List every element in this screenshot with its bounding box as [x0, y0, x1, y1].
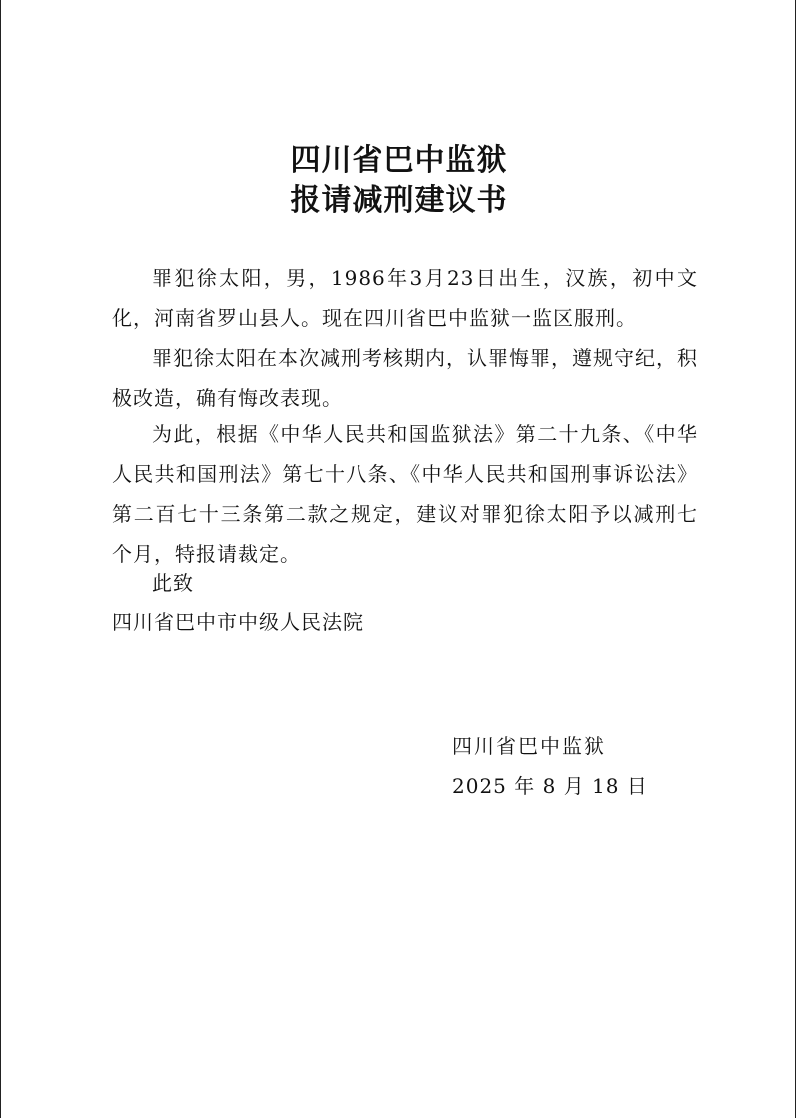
- paragraph-prisoner-info: 罪犯徐太阳，男，1986年3月23日出生，汉族，初中文化，河南省罗山县人。现在四川省巴中监狱一监区服刑。: [112, 266, 698, 330]
- document-title-line2: 报请减刑建议书: [290, 183, 508, 218]
- paragraph-performance: 罪犯徐太阳在本次减刑考核期内，认罪悔罪，遵规守纪，积极改造，确有悔改表现。: [112, 346, 698, 410]
- recipient: 四川省巴中市中级人民法院: [112, 610, 364, 634]
- document-title-line1: 四川省巴中监狱: [290, 143, 508, 178]
- signature-date: 2025 年 8 月 18 日: [452, 774, 648, 798]
- signature-organization: 四川省巴中监狱: [452, 734, 606, 758]
- paragraph-recommendation: 为此，根据《中华人民共和国监狱法》第二十九条、《中华人民共和国刑法》第七十八条、《中华人民共和国刑事诉讼法》第二百七十三条第二款之规定，建议对罪犯徐太阳予以减刑七个月，特报请裁定。: [112, 422, 698, 566]
- salutation: 此致: [152, 571, 194, 595]
